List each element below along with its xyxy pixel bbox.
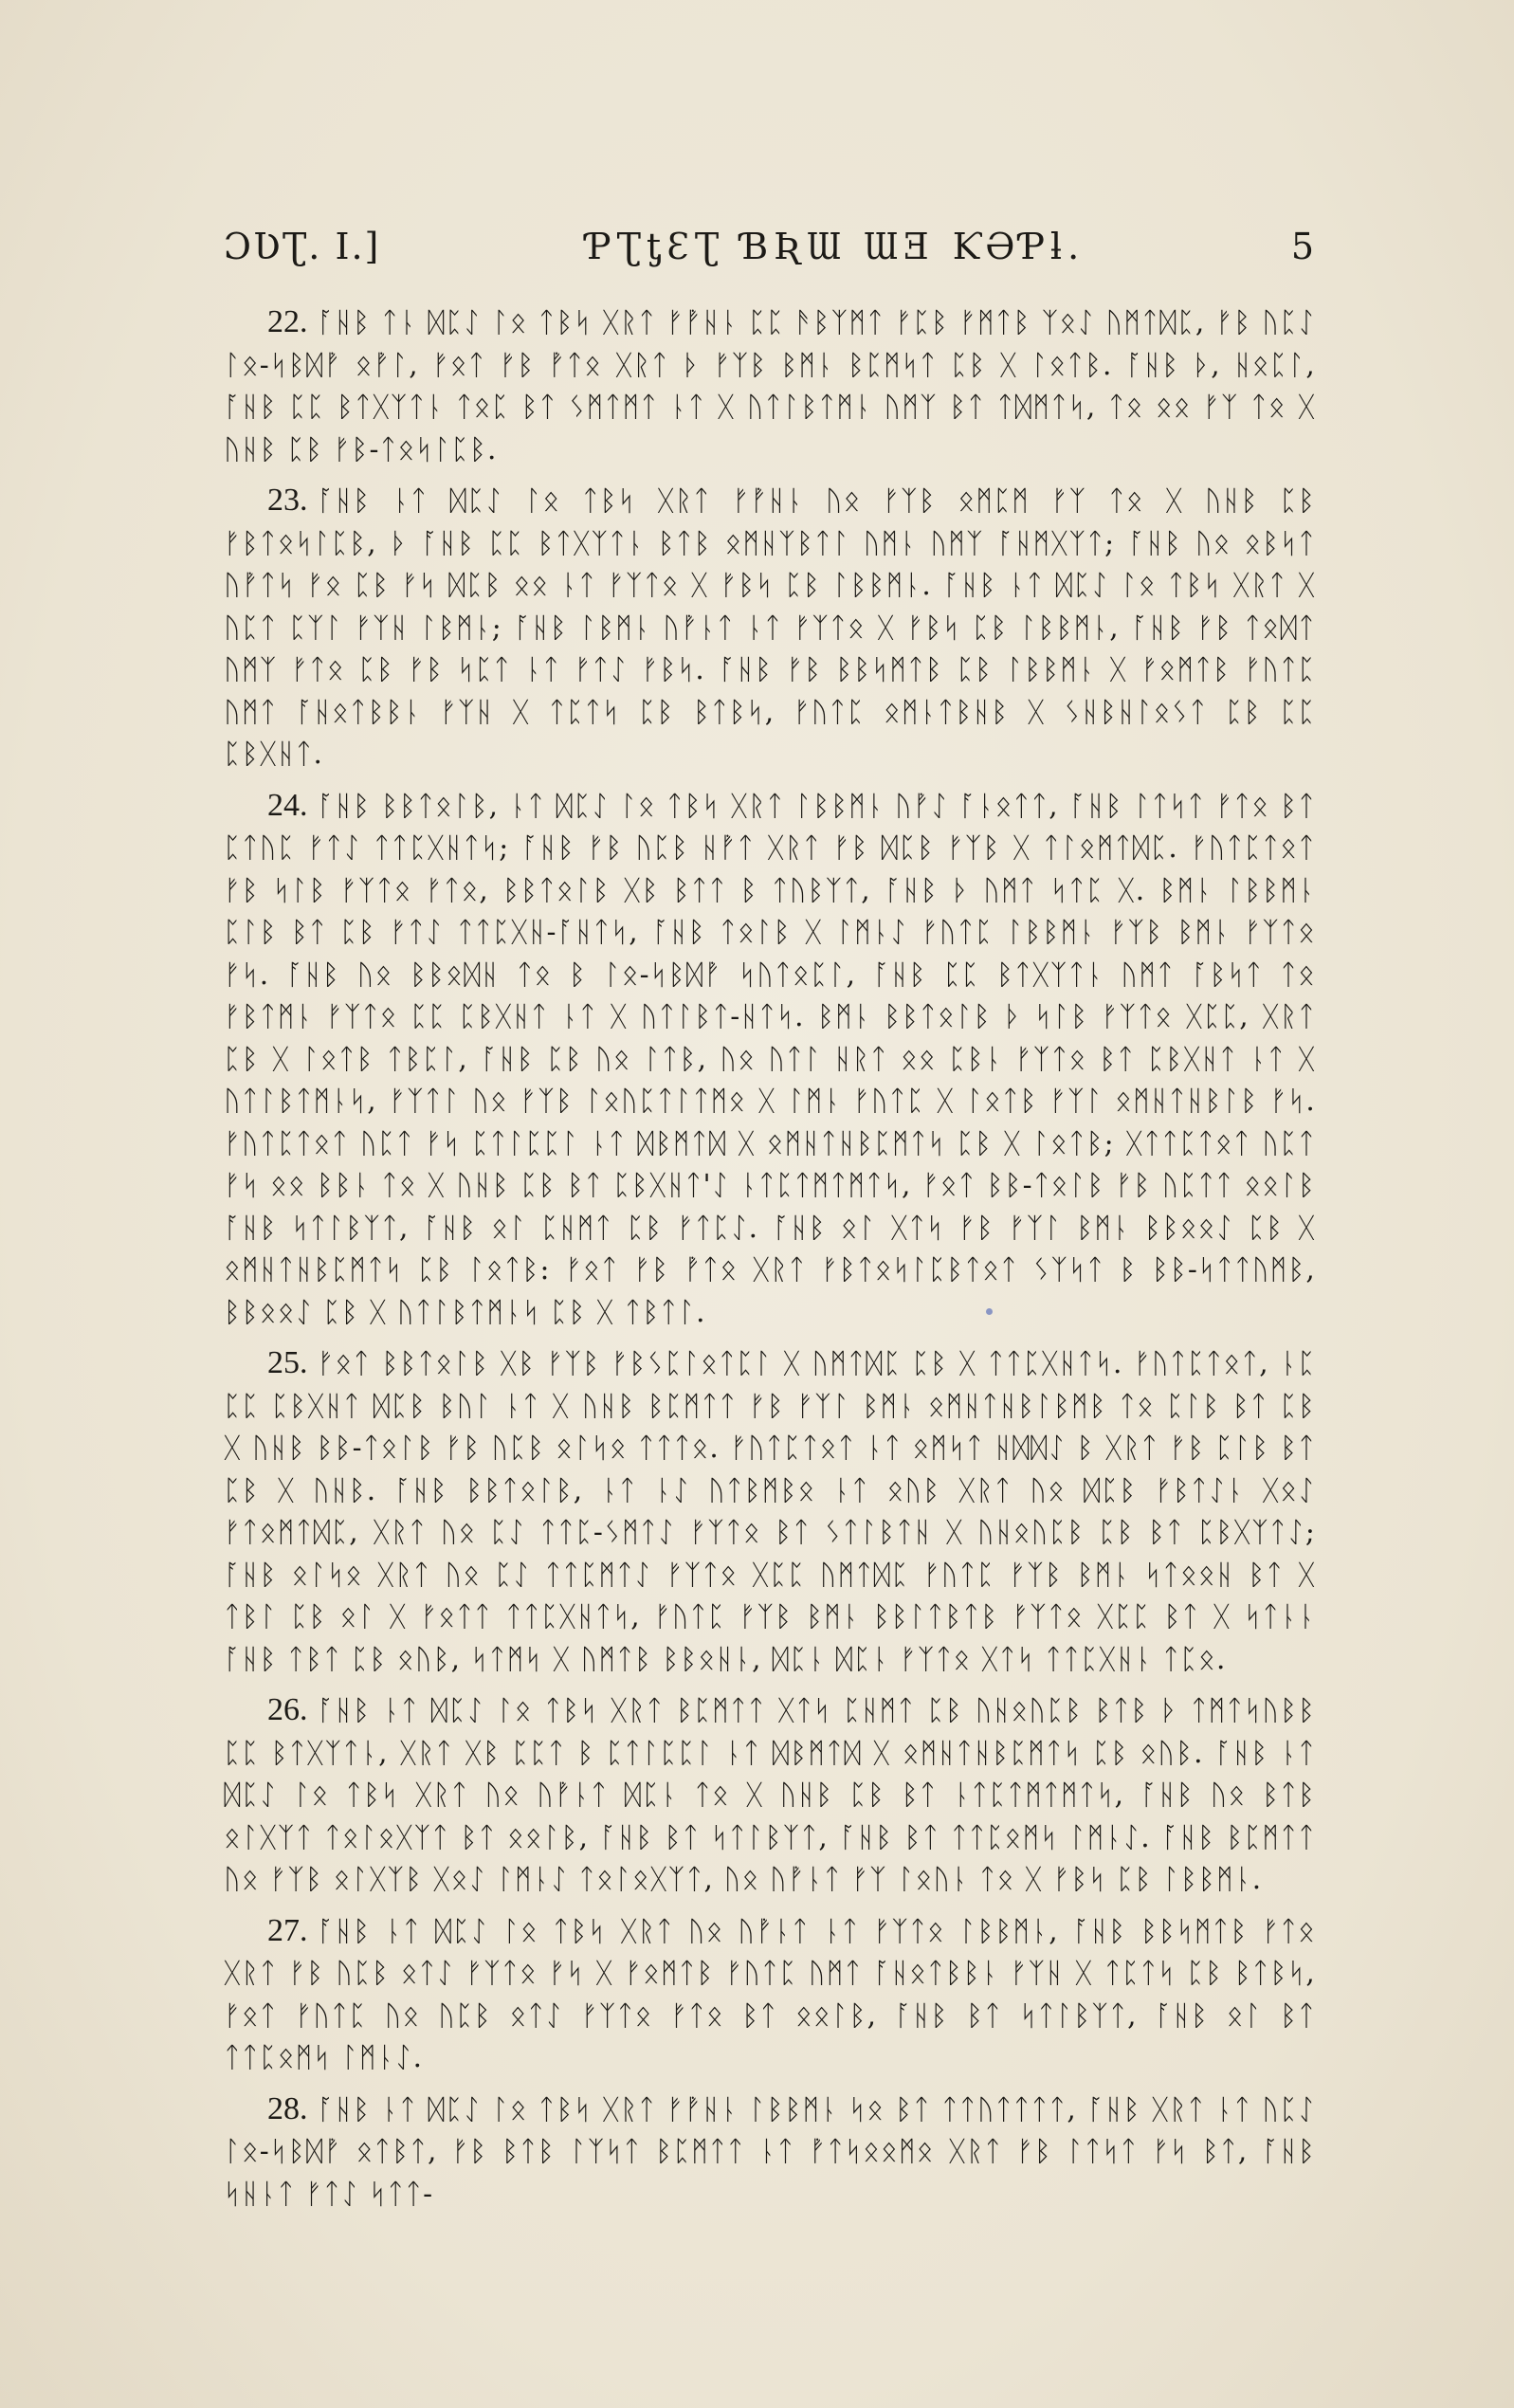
book-title: ƤƮƫƐƮ ƁƦƜ ƜƎ ƘƏƤƚ. (587, 226, 1085, 267)
verse-number: 28. (267, 2090, 308, 2126)
verse (224, 1910, 1316, 2079)
verse (224, 1689, 1316, 1901)
page-number: 5 (1290, 226, 1316, 267)
chapter-marker: ƆƲƮ. I.] (224, 226, 381, 267)
verse (224, 301, 1316, 470)
verse (224, 785, 1316, 1334)
verse-number: 26. (267, 1692, 308, 1727)
verse-body: ᚠᛟᛏ ᛒᛒᛏᛟᛚᛒ ᚷᛒ ᚠᛉᛒ ᚠᛒᛊᛈᛚᛟᛏᛈᛚ ᚷ ᚢᛗᛏᛞᛈ ᛈᛒ ᚷ ᛏᛏᛈᚷᚺᛏᛋ. ᚠᚢᛏᛈᛏᛟᛏ, ᚿᛈ ᛈᛈ ᛈᛒᚷᚺᛏ ᛞᛈᛒ ᛒᚢᛚ ᚿᛏ ᚷ ᚢᚺᛒ ᛒᛈᛗᛏᛏ ᚠᛒ ᚠᛉᛚ ᛒᛗᚿ ᛟᛗᚺᛏᚺᛒᛚᛒᛗᛒ ᛏᛟ ᛈᛚᛒ ᛒᛏ ᛈᛒ ᚷ ᚢᚺᛒ ᛒᛒ-ᛏᛟᛚᛒ ᚠᛒ ᚢᛈᛒ ᛟᛚᛋᛟ ᛏᛏᛏᛟ. ᚠᚢᛏᛈᛏᛟᛏ ᚿᛏ ᛟᛗᛋᛏ ᚺᛞᛞᛇ ᛒ ᚷᚱᛏ ᚠᛒ ᛈᛚᛒ ᛒᛏ ᛈᛒ ᚷ ᚢᚺᛒ. ᚪᚺᛒ ᛒᛒᛏᛟᛚᛒ, ᚿᛏ ᚿᛇ ᚢᛏᛒᛗᛒᛟ ᚿᛏ ᛟᚢᛒ ᚷᚱᛏ ᚢᛟ ᛞᛈᛒ ᚠᛒᛏᛇᚿ ᚷᛟᛇ ᚠᛏᛟᛗᛏᛞᛈ, ᚷᚱᛏ ᚢᛟ ᛈᛇ ᛏᛏᛈ-ᛊᛗᛏᛇ ᚠᛉᛏᛟ ᛒᛏ ᛊᛏᛚᛒᛏᚺ ᚷ ᚢᚺᛟᚢᛈᛒ ᛈᛒ ᛒᛏ ᛈᛒᚷᛉᛏᛇ; ᚪᚺᛒ ᛟᛚᛋᛟ ᚷᚱᛏ ᚢᛟ ᛈᛇ ᛏᛏᛈᛗᛏᛇ ᚠᛉᛏᛟ ᚷᛈᛈ ᚢᛗᛏᛞᛈ ᚠᚢᛏᛈ ᚠᛉᛒ ᛒᛗᚿ ᛋᛏᛟᛟᚺ ᛒᛏ ᚷ ᛏᛒᛚ ᛈᛒ ᛟᛚ ᚷ ᚠᛟᛏᛏ ᛏᛏᛈᚷᚺᛏᛋ, ᚠᚢᛏᛈ ᚠᛉᛒ ᛒᛗᚿ ᛒᛒᛚᛏᛒᛏᛒ ᚠᛉᛏᛟ ᚷᛈᛈ ᛒᛏ ᚷ ᛋᛏᚿᚿ ᚪᚺᛒ ᛏᛒᛏ ᛈᛒ ᛟᚢᛒ, ᛋᛏᛗᛋ ᚷ ᚢᛗᛏᛒ ᛒᛒᛟᚺᚿ, ᛞᛈᚿ ᛞᛈᚿ ᚠᛉᛏᛟ ᚷᛏᛋ ᛏᛏᛈᚷᚺᚿ ᛏᛈᛟ. (224, 1347, 1316, 1675)
verse-body: ᚪᚺᛒ ᚿᛏ ᛞᛈᛇ ᛚᛟ ᛏᛒᛋ ᚷᚱᛏ ᛒᛈᛗᛏᛏ ᚷᛏᛋ ᛈᚺᛗᛏ ᛈᛒ ᚢᚺᛟᚢᛈᛒ ᛒᛏᛒ ᚦ ᛏᛗᛏᛋᚢᛒᛒ ᛈᛈ ᛒᛏᚷᛉᛏᚿ, ᚷᚱᛏ ᚷᛒ ᛈᛈᛏ ᛒ ᛈᛏᛚᛈᛈᛚ ᚿᛏ ᛞᛒᛗᛏᛞ ᚷ ᛟᛗᚺᛏᚺᛒᛈᛗᛏᛋ ᛈᛒ ᛟᚢᛒ. ᚪᚺᛒ ᚿᛏ ᛞᛈᛇ ᛚᛟ ᛏᛒᛋ ᚷᚱᛏ ᚢᛟ ᚢᚡᚿᛏ ᛞᛈᚿ ᛏᛟ ᚷ ᚢᚺᛒ ᛈᛒ ᛒᛏ ᚿᛏᛈᛏᛗᛏᛗᛏᛋ, ᚪᚺᛒ ᚢᛟ ᛒᛏᛒ ᛟᛚᚷᛉᛏ ᛏᛟᛚᛟᚷᛉᛏ ᛒᛏ ᛟᛟᛚᛒ, ᚪᚺᛒ ᛒᛏ ᛋᛏᛚᛒᛉᛏ, ᚪᚺᛒ ᛒᛏ ᛏᛏᛈᛟᛗᛋ ᛚᛗᚿᛇ. ᚪᚺᛒ ᛒᛈᛗᛏᛏ ᚢᛟ ᚠᛉᛒ ᛟᛚᚷᛉᛒ ᚷᛟᛇ ᛚᛗᚿᛇ ᛏᛟᛚᛟᚷᛉᛏ, ᚢᛟ ᚢᚡᚿᛏ ᚠᛉ ᛚᛟᚢᚿ ᛏᛟ ᚷ ᚠᛒᛋ ᛈᛒ ᛚᛒᛒᛗᚿ. (224, 1694, 1316, 1895)
verse-text (224, 301, 1316, 2224)
ink-speck (986, 1308, 993, 1315)
running-head (224, 226, 1316, 267)
verse-body: ᚪᚺᛒ ᚿᛏ ᛞᛈᛇ ᛚᛟ ᛏᛒᛋ ᚷᚱᛏ ᚢᛟ ᚢᚡᚿᛏ ᚿᛏ ᚠᛉᛏᛟ ᛚᛒᛒᛗᚿ, ᚪᚺᛒ ᛒᛒᛋᛗᛏᛒ ᚠᛏᛟ ᚷᚱᛏ ᚠᛒ ᚢᛈᛒ ᛟᛏᛇ ᚠᛉᛏᛟ ᚠᛋ ᚷ ᚠᛟᛗᛏᛒ ᚠᚢᛏᛈ ᚢᛗᛏ ᚪᚺᛟᛏᛒᛒᚿ ᚠᛉᚺ ᚷ ᛏᛈᛏᛋ ᛈᛒ ᛒᛏᛒᛋ, ᚠᛟᛏ ᚠᚢᛏᛈ ᚢᛟ ᚢᛈᛒ ᛟᛏᛇ ᚠᛉᛏᛟ ᚠᛏᛟ ᛒᛏ ᛟᛟᛚᛒ, ᚪᚺᛒ ᛒᛏ ᛋᛏᛚᛒᛉᛏ, ᚪᚺᛒ ᛟᛚ ᛒᛏ ᛏᛏᛈᛟᛗᛋ ᛚᛗᚿᛇ. (224, 1914, 1316, 2073)
verse-number: 22. (267, 304, 308, 339)
verse-body: ᚪᚺᛒ ᚿᛏ ᛞᛈᛇ ᛚᛟ ᛏᛒᛋ ᚷᚱᛏ ᚠᚡᚺᚿ ᛚᛒᛒᛗᚿ ᛋᛟ ᛒᛏ ᛏᛏᚢᛏᛏᛏᛏ, ᚪᚺᛒ ᚷᚱᛏ ᚿᛏ ᚢᛈᛇ ᛚᛟ-ᛋᛒᛞᚡ ᛟᛏᛒᛏ, ᚠᛒ ᛒᛏᛒ ᛚᛉᛋᛏ ᛒᛈᛗᛏᛏ ᚿᛏ ᚡᛏᛋᛟᛟᛗᛟ ᚷᚱᛏ ᚠᛒ ᛚᛏᛋᛏ ᚠᛋ ᛒᛏ, ᚪᚺᛒ ᛋᚺᚿᛏ ᚠᛏᛇ ᛋᛏᛏ- (224, 2092, 1316, 2210)
verse (224, 1342, 1316, 1680)
verse (224, 2089, 1316, 2216)
verse-number: 27. (267, 1912, 308, 1948)
verse-number: 23. (267, 483, 308, 518)
verse-number: 24. (267, 787, 308, 823)
verse-body: ᚪᚺᛒ ᛏᚿ ᛞᛈᛇ ᛚᛟ ᛏᛒᛋ ᚷᚱᛏ ᚠᚡᚺᚿ ᛈᛈ ᚫᛒᛉᛗᛏ ᚠᛈᛒ ᚠᛗᛏᛒ ᛉᛟᛇ ᚢᛗᛏᛞᛈ, ᚠᛒ ᚢᛈᛇ ᛚᛟ-ᛋᛒᛞᚡ ᛟᚡᛚ, ᚠᛟᛏ ᚠᛒ ᚡᛏᛟ ᚷᚱᛏ ᚦ ᚠᛉᛒ ᛒᛗᚿ ᛒᛈᛗᛋᛏ ᛈᛒ ᚷ ᛚᛟᛏᛒ. ᚪᚺᛒ ᚦ, ᚺᛟᛈᛚ, ᚪᚺᛒ ᛈᛈ ᛒᛏᚷᛉᛏᚿ ᛏᛟᛈ ᛒᛏ ᛊᛗᛏᛗᛏ ᚿᛏ ᚷ ᚢᛏᛚᛒᛏᛗᚿ ᚢᛗᛉ ᛒᛏ ᛏᛞᛗᛏᛋ, ᛏᛟ ᛟᛟ ᚠᛉ ᛏᛟ ᚷ ᚢᚺᛒ ᛈᛒ ᚠᛒ-ᛏᛟᛋᛚᛈᛒ. (224, 306, 1316, 465)
verse (224, 480, 1316, 775)
verse-body: ᚪᚺᛒ ᛒᛒᛏᛟᛚᛒ, ᚿᛏ ᛞᛈᛇ ᛚᛟ ᛏᛒᛋ ᚷᚱᛏ ᛚᛒᛒᛗᚿ ᚢᚡᛇ ᚪᚿᛟᛏᛏ, ᚪᚺᛒ ᛚᛏᛋᛏ ᚠᛏᛟ ᛒᛏ ᛈᛏᚢᛈ ᚠᛏᛇ ᛏᛏᛈᚷᚺᛏᛋ; ᚪᚺᛒ ᚠᛒ ᚢᛈᛒ ᚺᚡᛏ ᚷᚱᛏ ᚠᛒ ᛞᛈᛒ ᚠᛉᛒ ᚷ ᛏᛚᛟᛗᛏᛞᛈ. ᚠᚢᛏᛈᛏᛟᛏ ᚠᛒ ᛋᛚᛒ ᚠᛉᛏᛟ ᚠᛏᛟ, ᛒᛒᛏᛟᛚᛒ ᚷᛒ ᛒᛏᛏ ᛒ ᛏᚢᛒᛉᛏ, ᚪᚺᛒ ᚦ ᚢᛗᛏ ᛋᛏᛈ ᚷ. ᛒᛗᚿ ᛚᛒᛒᛗᚿ ᛈᛚᛒ ᛒᛏ ᛈᛒ ᚠᛏᛇ ᛏᛏᛈᚷᚺ-ᚪᚺᛏᛋ, ᚪᚺᛒ ᛏᛟᛚᛒ ᚷ ᛚᛗᚿᛇ ᚠᚢᛏᛈ ᛚᛒᛒᛗᚿ ᚠᛉᛒ ᛒᛗᚿ ᚠᛉᛏᛟ ᚠᛋ. ᚪᚺᛒ ᚢᛟ ᛒᛒᛟᛞᚺ ᛏᛟ ᛒ ᛚᛟ-ᛋᛒᛞᚡ ᛋᚢᛏᛟᛈᛚ, ᚪᚺᛒ ᛈᛈ ᛒᛏᚷᛉᛏᚿ ᚢᛗᛏ ᚪᛒᛋᛏ ᛏᛟ ᚠᛒᛏᛗᚿ ᚠᛉᛏᛟ ᛈᛈ ᛈᛒᚷᚺᛏ ᚿᛏ ᚷ ᚢᛏᛚᛒᛏ-ᚺᛏᛋ. ᛒᛗᚿ ᛒᛒᛏᛟᛚᛒ ᚦ ᛋᛚᛒ ᚠᛉᛏᛟ ᚷᛈᛈ, ᚷᚱᛏ ᛈᛒ ᚷ ᛚᛟᛏᛒ ᛏᛒᛈᛚ, ᚪᚺᛒ ᛈᛒ ᚢᛟ ᛚᛏᛒ, ᚢᛟ ᚢᛏᛚ ᚺᚱᛏ ᛟᛟ ᛈᛒᚿ ᚠᛉᛏᛟ ᛒᛏ ᛈᛒᚷᚺᛏ ᚿᛏ ᚷ ᚢᛏᛚᛒᛏᛗᚿᛋ, ᚠᛉᛏᛚ ᚢᛟ ᚠᛉᛒ ᛚᛟᚢᛈᛏᛚᛏᛗᛟ ᚷ ᛚᛗᚿ ᚠᚢᛏᛈ ᚷ ᛚᛟᛏᛒ ᚠᛉᛚ ᛟᛗᚺᛏᚺᛒᛚᛒ ᚠᛋ. ᚠᚢᛏᛈᛏᛟᛏ ᚢᛈᛏ ᚠᛋ ᛈᛏᛚᛈᛈᛚ ᚿᛏ ᛞᛒᛗᛏᛞ ᚷ ᛟᛗᚺᛏᚺᛒᛈᛗᛏᛋ ᛈᛒ ᚷ ᛚᛟᛏᛒ; ᚷᛏᛏᛈᛏᛟᛏ ᚢᛈᛏ ᚠᛋ ᛟᛟ ᛒᛒᚿ ᛏᛟ ᚷ ᚢᚺᛒ ᛈᛒ ᛒᛏ ᛈᛒᚷᚺᛏ'ᛇ ᚿᛏᛈᛏᛗᛏᛗᛏᛋ, ᚠᛟᛏ ᛒᛒ-ᛏᛟᛚᛒ ᚠᛒ ᚢᛈᛏᛏ ᛟᛟᛚᛒ ᚪᚺᛒ ᛋᛏᛚᛒᛉᛏ, ᚪᚺᛒ ᛟᛚ ᛈᚺᛗᛏ ᛈᛒ ᚠᛏᛈᛇ. ᚪᚺᛒ ᛟᛚ ᚷᛏᛋ ᚠᛒ ᚠᛉᛚ ᛒᛗᚿ ᛒᛒᛟᛟᛇ ᛈᛒ ᚷ ᛟᛗᚺᛏᚺᛒᛈᛗᛏᛋ ᛈᛒ ᛚᛟᛏᛒ: ᚠᛟᛏ ᚠᛒ ᚡᛏᛟ ᚷᚱᛏ ᚠᛒᛏᛟᛋᛚᛈᛒᛏᛟᛏ ᛊᛉᛋᛏ ᛒ ᛒᛒ-ᛋᛏᛏᚢᛗᛒ, ᛒᛒᛟᛟᛇ ᛈᛒ ᚷ ᚢᛏᛚᛒᛏᛗᚿᛋ ᛈᛒ ᚷ ᛏᛒᛏᛚ. (224, 789, 1316, 1328)
verse-number: 25. (267, 1345, 308, 1380)
verse-body: ᚪᚺᛒ ᚿᛏ ᛞᛈᛇ ᛚᛟ ᛏᛒᛋ ᚷᚱᛏ ᚠᚡᚺᚿ ᚢᛟ ᚠᛉᛒ ᛟᛗᛈᛗ ᚠᛉ ᛏᛟ ᚷ ᚢᚺᛒ ᛈᛒ ᚠᛒᛏᛟᛋᛚᛈᛒ, ᚦ ᚪᚺᛒ ᛈᛈ ᛒᛏᚷᛉᛏᚿ ᛒᛏᛒ ᛟᛗᚺᛉᛒᛏᛚ ᚢᛗᚿ ᚢᛗᛉ ᚪᚺᛗᚷᛉᛏ; ᚪᚺᛒ ᚢᛟ ᛟᛒᛋᛏ ᚢᚡᛏᛋ ᚠᛟ ᛈᛒ ᚠᛋ ᛞᛈᛒ ᛟᛟ ᚿᛏ ᚠᛉᛏᛟ ᚷ ᚠᛒᛋ ᛈᛒ ᛚᛒᛒᛗᚿ. ᚪᚺᛒ ᚿᛏ ᛞᛈᛇ ᛚᛟ ᛏᛒᛋ ᚷᚱᛏ ᚷ ᚢᛈᛏ ᛈᛉᛚ ᚠᛉᚺ ᛚᛒᛗᚿ; ᚪᚺᛒ ᛚᛒᛗᚿ ᚢᚡᚿᛏ ᚿᛏ ᚠᛉᛏᛟ ᚷ ᚠᛒᛋ ᛈᛒ ᛚᛒᛒᛗᚿ, ᚪᚺᛒ ᚠᛒ ᛏᛟᛞᛏ ᚢᛗᛉ ᚠᛏᛟ ᛈᛒ ᚠᛒ ᛋᛈᛏ ᚿᛏ ᚠᛏᛇ ᚠᛒᛋ. ᚪᚺᛒ ᚠᛒ ᛒᛒᛋᛗᛏᛒ ᛈᛒ ᛚᛒᛒᛗᚿ ᚷ ᚠᛟᛗᛏᛒ ᚠᚢᛏᛈ ᚢᛗᛏ ᚪᚺᛟᛏᛒᛒᚿ ᚠᛉᚺ ᚷ ᛏᛈᛏᛋ ᛈᛒ ᛒᛏᛒᛋ, ᚠᚢᛏᛈ ᛟᛗᚿᛏᛒᚺᛒ ᚷ ᛊᚺᛒᚺᛚᛟᛊᛏ ᛈᛒ ᛈᛈ ᛈᛒᚷᚺᛏ. (224, 484, 1316, 770)
